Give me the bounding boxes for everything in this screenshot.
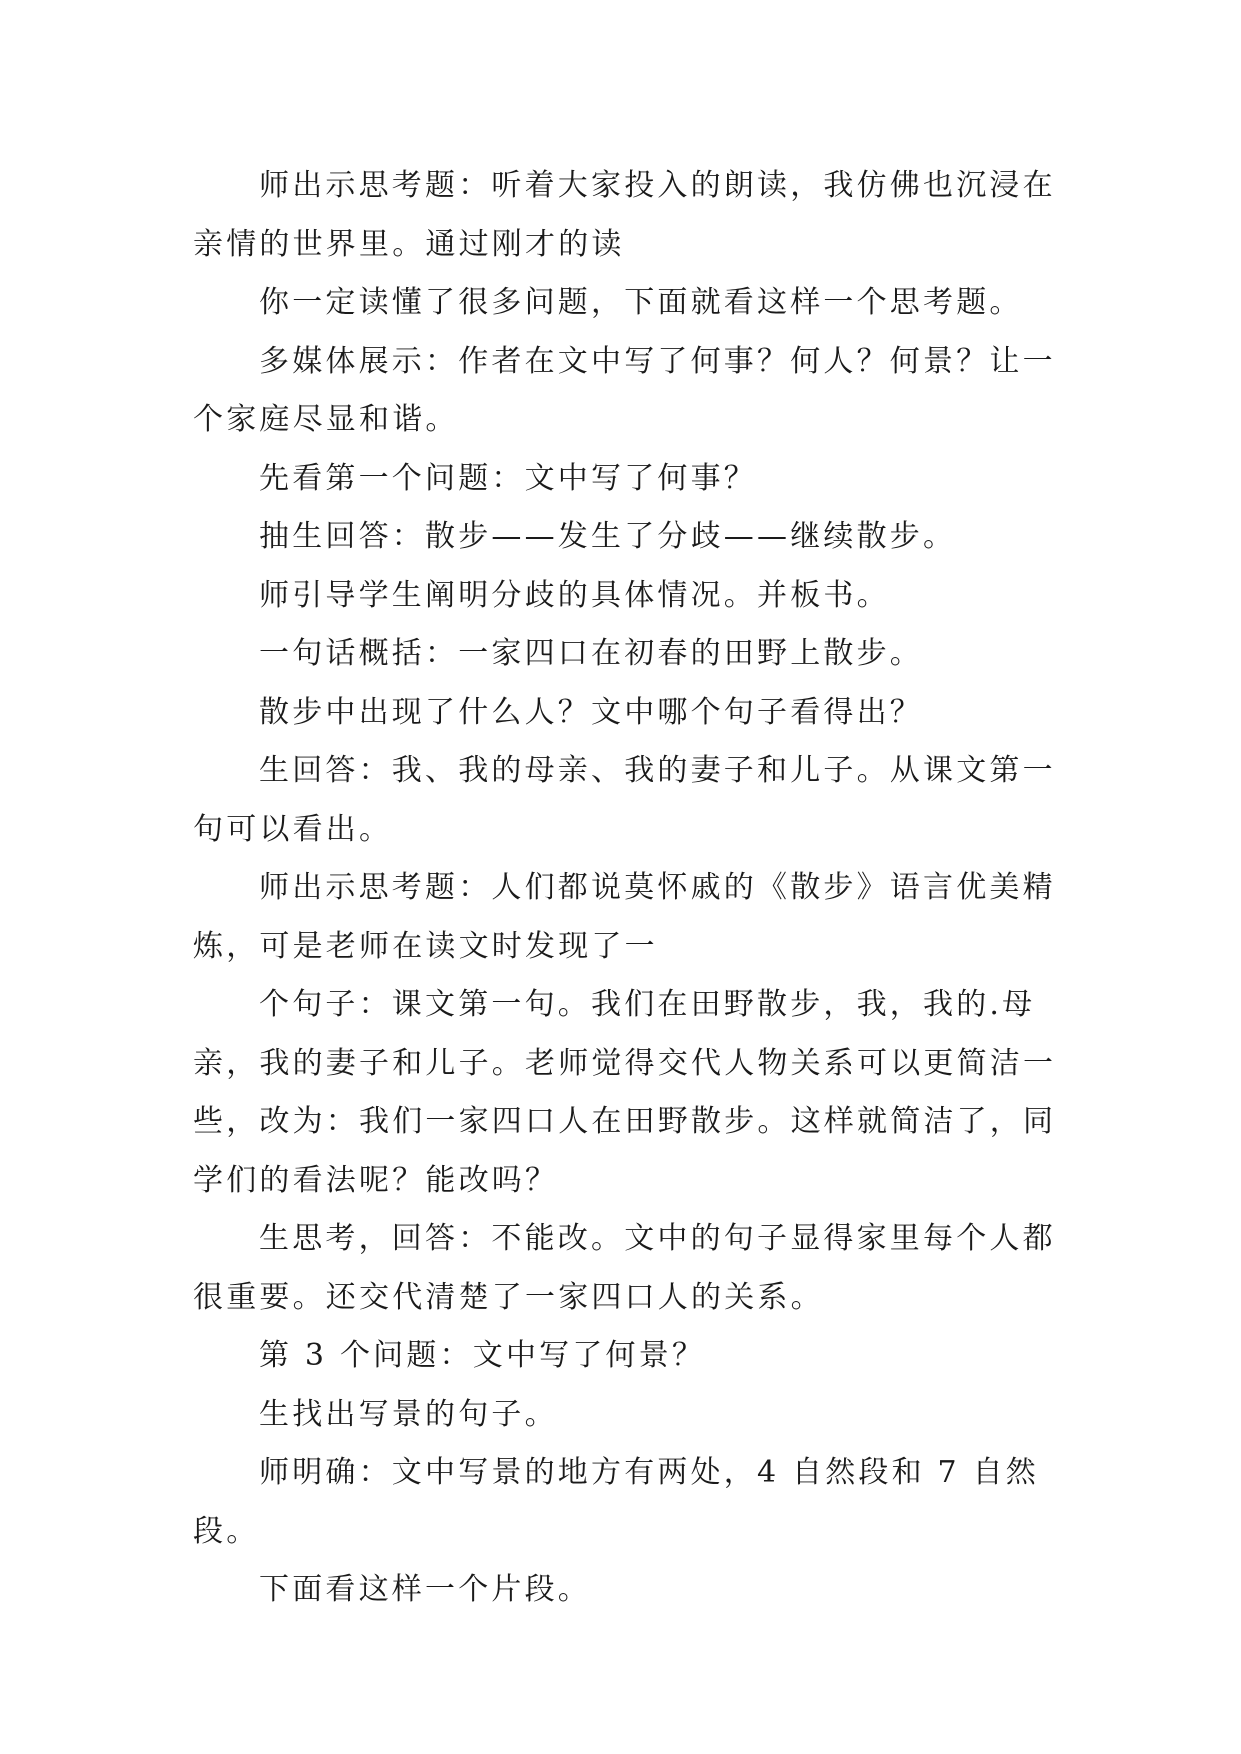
paragraph: 师出示思考题：人们都说莫怀戚的《散步》语言优美精炼，可是老师在读文时发现了一 [193, 870, 1056, 964]
paragraph: 生思考，回答：不能改。文中的句子显得家里每个人都很重要。还交代清楚了一家四口人的关系。 [193, 1221, 1056, 1315]
paragraph: 你一定读懂了很多问题，下面就看这样一个思考题。 [259, 285, 1023, 320]
document-body [193, 157, 1073, 1620]
paragraph: 师明确：文中写景的地方有两处，4 自然段和 7 自然段。 [193, 1455, 1039, 1549]
paragraph: 先看第一个问题：文中写了何事？ [259, 460, 757, 496]
paragraph: 师引导学生阐明分歧的具体情况。并板书。 [259, 577, 890, 613]
paragraph: 散步中出现了什么人？文中哪个句子看得出？ [259, 694, 923, 730]
paragraph: 生回答：我、我的母亲、我的妻子和儿子。从课文第一句可以看出。 [193, 753, 1056, 847]
paragraph: 师出示思考题：听着大家投入的朗读，我仿佛也沉浸在亲情的世界里。通过刚才的读 [193, 168, 1056, 262]
paragraph: 抽生回答：散步——发生了分歧——继续散步。 [259, 519, 957, 554]
paragraph: 一句话概括：一家四口在初春的田野上散步。 [259, 636, 923, 671]
paragraph: 下面看这样一个片段。 [259, 1572, 591, 1607]
paragraph: 个句子：课文第一句。我们在田野散步，我，我的.母亲，我的妻子和儿子。老师觉得交代人物关系可以更简洁一些，改为：我们一家四口人在田野散步。这样就简洁了，同学们的看法呢？能改吗？ [193, 987, 1057, 1198]
paragraph: 多媒体展示：作者在文中写了何事？何人？何景？让一个家庭尽显和谐。 [193, 343, 1056, 437]
paragraph: 第 3 个问题：文中写了何景？ [259, 1338, 706, 1373]
paragraph: 生找出写景的句子。 [259, 1396, 558, 1432]
